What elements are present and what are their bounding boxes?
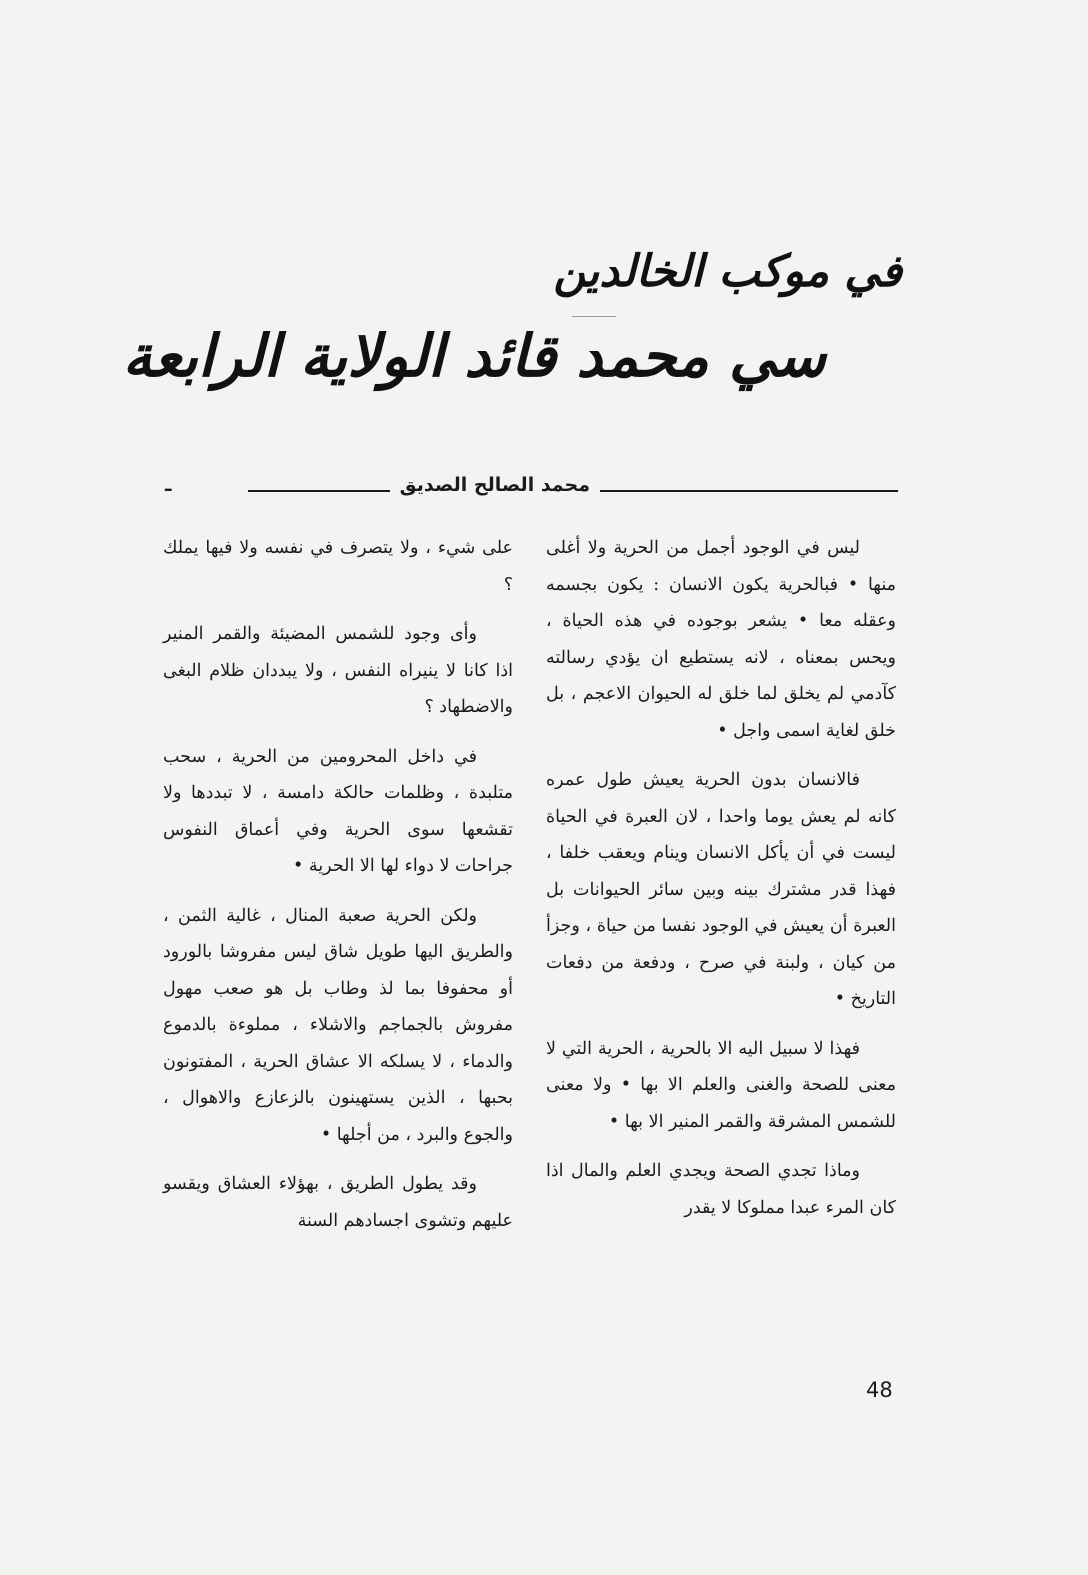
paragraph: في داخل المحرومين من الحرية ، سحب متلبدة ، وظلمات حالكة دامسة ، لا تبددها ولا تقشعها سوى الحرية وفي أعماق النفوس جراحات لا دواء لها الا الحرية • — [163, 746, 513, 876]
paragraph: وماذا تجدي الصحة ويجدي العلم والمال اذا كان المرء عبدا مملوكا لا يقدر — [546, 1161, 896, 1218]
text-column-right — [546, 530, 896, 1239]
title-divider — [572, 316, 616, 317]
paragraph: فالانسان بدون الحرية يعيش طول عمره كانه لم يعش يوما واحدا ، لان العبرة في الحياة ليست في أن يأكل الانسان وينام ويعقب خلفا ، فهذا قدر مشترك بينه وبين سائر الحيوانات بل العبرة أن يعيش في الوجود نفسا من حياة ، وجزأ من كيان ، ولبنة في صرح ، ودفعة من دفعات التاريخ • — [546, 770, 896, 1009]
paragraph: وأى وجود للشمس المضيئة والقمر المنير اذا كانا لا ينيراه النفس ، ولا يبددان ظلام البغى والاضطهاد ؟ — [163, 624, 513, 717]
text-column-left — [163, 530, 513, 1252]
page-number: 48 — [866, 1378, 893, 1402]
series-title: في موكب الخالدين — [553, 246, 902, 297]
article-title: سي محمد قائد الولاية الرابعة — [122, 322, 826, 390]
paragraph: وقد يطول الطريق ، بهؤلاء العشاق ويقسو عليهم وتشوى اجسادهم السنة — [163, 1174, 513, 1231]
paragraph: على شيء ، ولا يتصرف في نفسه ولا فيها يملك ؟ — [163, 538, 513, 595]
byline-dash: ـ — [165, 474, 172, 496]
paragraph: ولكن الحرية صعبة المنال ، غالية الثمن ، والطريق اليها طويل شاق ليس مفروشا بالورود أو محفوفا بما لذ وطاب بل هو صعب مهول مفروش بالجماجم والاشلاء ، مملوءة بالدموع والدماء ، لا يسلكه الا عشاق الحرية ، المفتونون بحبها ، الذين يستهينون بالزعازع والاهوال ، والجوع والبرد ، من أجلها • — [163, 905, 513, 1145]
paragraph: فهذا لا سبيل اليه الا بالحرية ، الحرية التي لا معنى للصحة والغنى والعلم الا بها • ولا معنى للشمس المشرقة والقمر المنير الا بها • — [546, 1038, 896, 1132]
author-byline: محمد الصالح الصديق — [390, 474, 600, 496]
paragraph: ليس في الوجود أجمل من الحرية ولا أغلى منها • فبالحرية يكون الانسان : يكون بجسمه وعقله معا • يشعر بوجوده في هذه الحياة ، ويحس بمعناه ، لانه يستطيع ان يؤدي رسالته كآدمي لم يخلق لما خلق له الحيوان الاعجم ، بل خلق لغاية اسمى واجل • — [546, 538, 896, 741]
